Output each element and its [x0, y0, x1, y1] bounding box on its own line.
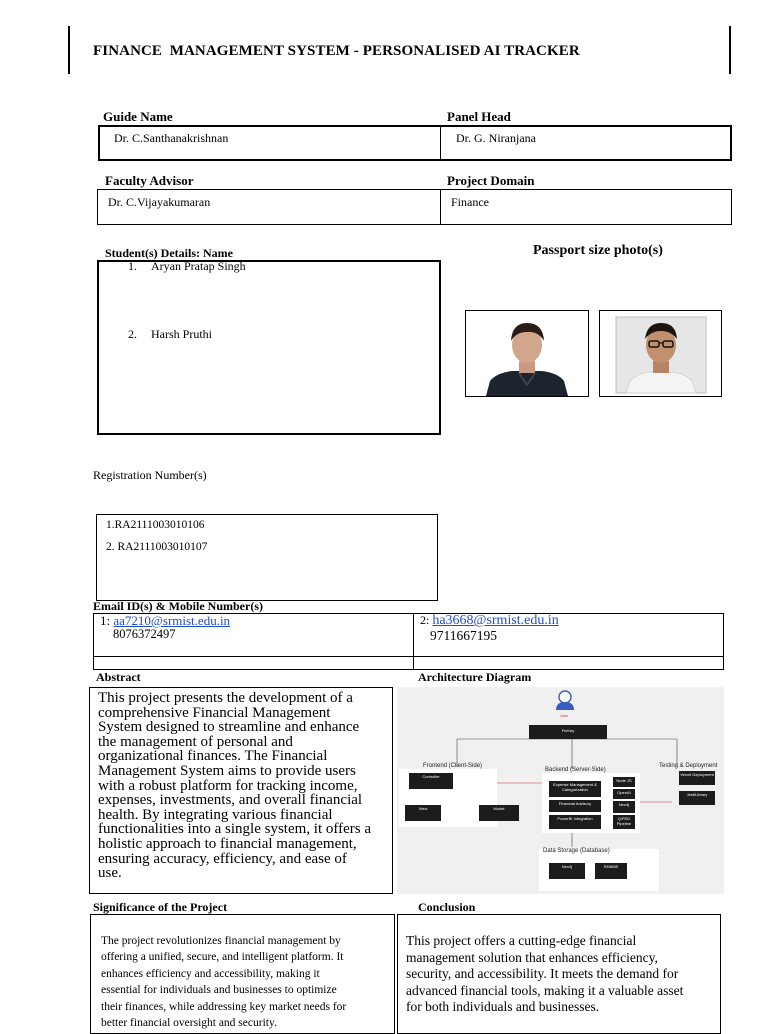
- registration-number: 1.RA2111003010106: [106, 519, 205, 531]
- abstract-line: use.: [98, 865, 122, 882]
- project-domain-label: Project Domain: [447, 173, 535, 188]
- gateway-box: FinKey: [529, 725, 607, 739]
- model-box: Model: [479, 805, 519, 821]
- contact-prefix: 2:: [420, 613, 433, 627]
- significance-line: The project revolutionizes financial management by: [101, 935, 341, 947]
- conclusion-line: security, and accessibility. It meets the demand for: [406, 966, 679, 982]
- storage-label: Data Storage (Database): [543, 848, 610, 854]
- significance-line: enhances efficiency and accessibility, making it: [101, 967, 320, 980]
- student-name: Aryan Pratap Singh: [151, 259, 246, 273]
- faculty-advisor-label: Faculty Advisor: [105, 173, 194, 188]
- testing-label: Testing & Deployment: [659, 763, 718, 769]
- students-label: Student(s) Details: Name: [105, 246, 233, 260]
- frontend-label: Frontend (Client-Side): [423, 763, 483, 769]
- significance-line: offering a unified, secure, and intelligent platform. It: [101, 951, 344, 964]
- faculty-advisor-value: Dr. C.Vijayakumaran: [108, 195, 211, 209]
- user-icon: [554, 689, 576, 711]
- abstract-line: System designed to streamline and enhance: [98, 719, 360, 736]
- conclusion-line: This project offers a cutting-edge financial: [406, 933, 637, 948]
- conclusion-label: Conclusion: [418, 900, 476, 914]
- student-photo-2: [599, 310, 722, 397]
- architecture-label: Architecture Diagram: [418, 670, 532, 684]
- student-number: 1.: [128, 259, 137, 273]
- abstract-line: health. By integrating various financial: [98, 806, 333, 823]
- student-name: Harsh Pruthi: [151, 327, 212, 341]
- abstract-line: with a robust platform for tracking income,: [98, 777, 358, 794]
- significance-text: [101, 933, 393, 1031]
- contacts-row-divider: [93, 656, 724, 657]
- abstract-line: holistic approach to financial management,: [98, 835, 357, 852]
- user-label: User: [560, 713, 569, 718]
- passport-photos-label: Passport size photo(s): [533, 243, 663, 258]
- significance-label: Significance of the Project: [93, 900, 228, 914]
- abstract-line: ensuring accuracy, efficiency, and ease of: [98, 850, 347, 867]
- qpdd-box: Q/PDD Pipeline: [613, 815, 635, 829]
- email-link[interactable]: aa7210@srmist.edu.in: [113, 613, 231, 628]
- openai-box: OpenAI: [613, 789, 635, 799]
- registration-label: Registration Number(s): [93, 468, 207, 482]
- abstract-line: Management System aims to provide users: [98, 762, 356, 779]
- contact-prefix: 1:: [100, 613, 114, 628]
- student-photo-1-image: [466, 311, 588, 396]
- neo4j-box: Neo4j: [613, 801, 635, 813]
- architecture-diagram: [397, 687, 724, 894]
- conclusion-line: for both individuals and businesses.: [406, 999, 600, 1015]
- page-title: FINANCE MANAGEMENT SYSTEM - PERSONALISED AI TRACKER: [93, 43, 580, 59]
- email-link[interactable]: ha3668@srmist.edu.in: [432, 613, 559, 628]
- contact-phone-2: 9711667195: [430, 628, 497, 643]
- microservice-advisory-box: Financial Advisory: [549, 800, 601, 812]
- backend-label: Backend (Server-Side): [545, 767, 606, 773]
- title-left-rule: [68, 26, 70, 74]
- nodejs-box: Node JS: [613, 777, 635, 787]
- student-photo-1: [465, 310, 589, 397]
- significance-line: better financial oversight and security.: [101, 1017, 277, 1030]
- guide-panel-divider: [440, 125, 441, 161]
- student-number: 2.: [128, 327, 137, 341]
- conclusion-line: advanced financial tools, making it a valuable asset: [406, 982, 684, 998]
- conclusion-line: management solution that enhances efficiency,: [406, 949, 658, 965]
- controller-box: Controller: [409, 773, 453, 789]
- view-box: View: [405, 805, 441, 821]
- contact-email-2: [420, 613, 559, 629]
- abstract-label: Abstract: [96, 670, 141, 684]
- significance-line: essential for individuals and businesses to optimize: [101, 984, 337, 997]
- registration-number: 2. RA2111003010107: [106, 541, 208, 553]
- database-rdbms-box: RDBMS: [595, 863, 627, 879]
- abstract-line: expenses, investments, and overall financial: [98, 792, 363, 809]
- contacts-label: Email ID(s) & Mobile Number(s): [93, 599, 263, 613]
- significance-line: their finances, while addressing key market needs for: [101, 1000, 347, 1013]
- guide-name-label: Guide Name: [103, 109, 173, 124]
- guide-name-value: Dr. C.Santhanakrishnan: [114, 131, 229, 145]
- microservice-expense-box: Expense Management & Categorization: [549, 781, 601, 797]
- panel-head-value: Dr. G. Niranjana: [456, 131, 536, 145]
- abstract-text: [98, 691, 390, 881]
- advisor-domain-divider: [440, 189, 441, 225]
- students-box: [97, 260, 441, 435]
- vercel-box: Vercel Deployment: [679, 771, 715, 785]
- contact-phone-1: 8076372497: [113, 627, 176, 641]
- title-right-rule: [729, 26, 731, 74]
- panel-head-label: Panel Head: [447, 109, 511, 124]
- student-photo-2-image: [600, 311, 721, 396]
- abstract-line: the management of personal and: [98, 733, 293, 750]
- abstract-line: comprehensive Financial Management: [98, 704, 331, 721]
- contacts-col-divider: [413, 613, 414, 670]
- jest-box: Jest/Library: [679, 791, 715, 805]
- database-neo4j-box: Neo4j: [549, 863, 585, 879]
- abstract-line: This project presents the development of a: [98, 690, 353, 706]
- conclusion-text: [406, 933, 718, 1016]
- project-domain-value: Finance: [451, 195, 489, 209]
- abstract-line: functionalities into a single system, it offers a: [98, 821, 372, 838]
- abstract-line: organizational finances. The Financial: [98, 748, 328, 765]
- microservice-powerbi-box: PowerBI Integration: [549, 815, 601, 829]
